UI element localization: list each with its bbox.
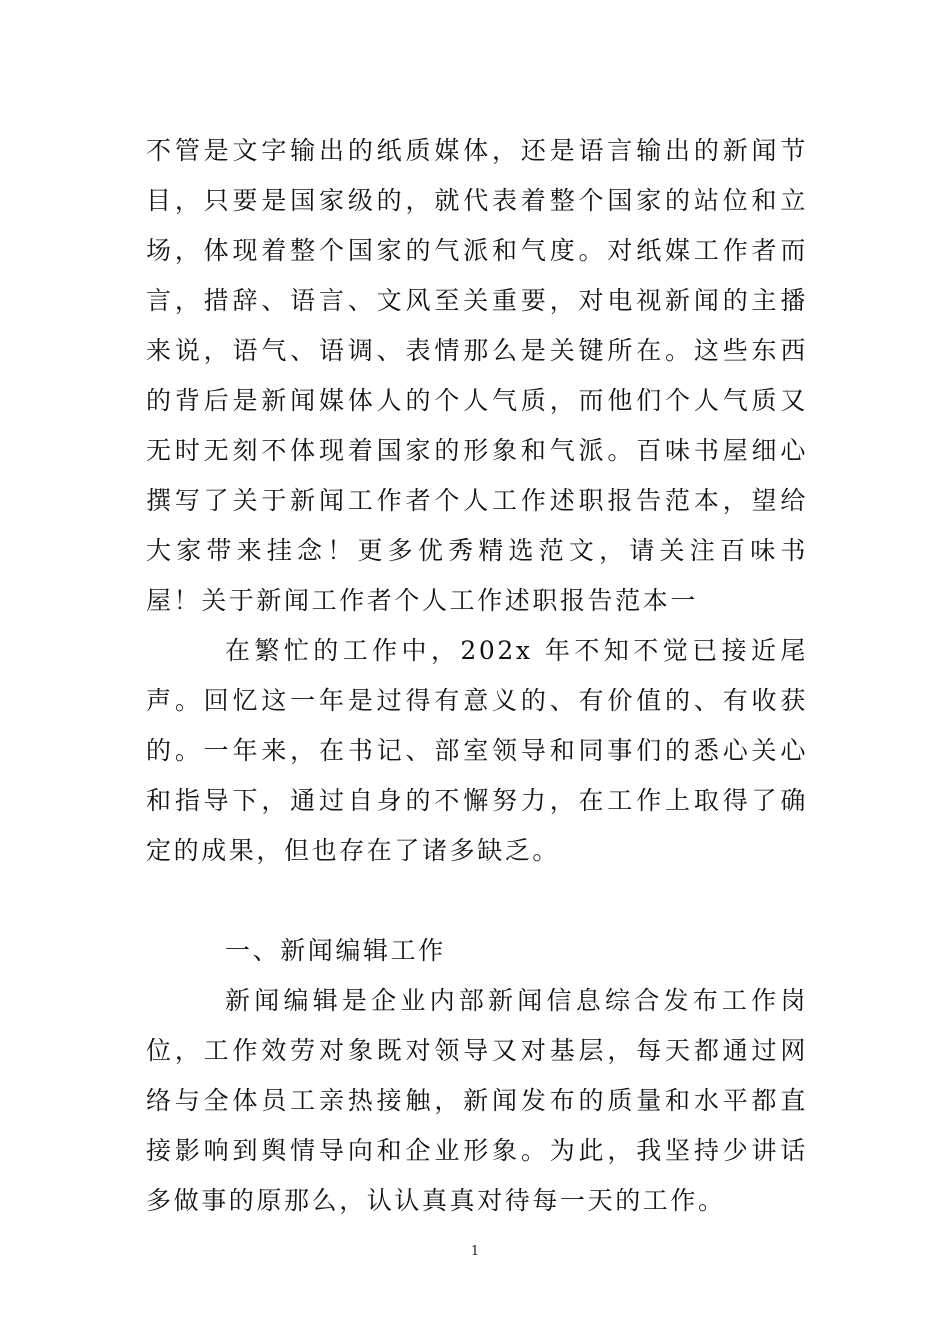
page-number: 1: [470, 1244, 480, 1259]
document-body: [146, 126, 808, 1226]
intro-paragraph: 不管是文字输出的纸质媒体，还是语言输出的新闻节目，只要是国家级的，就代表着整个国家的站位和立场，体现着整个国家的气派和气度。对纸媒工作者而言，措辞、语言、文风至关重要，对电视新闻的主播来说，语气、语调、表情那么是关键所在。这些东西的背后是新闻媒体人的个人气质，而他们个人气质又无时无刻不体现着国家的形象和气派。百味书屋细心撰写了关于新闻工作者个人工作述职报告范本，望给大家带来挂念！更多优秀精选范文，请关注百味书屋！关于新闻工作者个人工作述职报告范本一: [146, 136, 808, 615]
section-heading: 一、新闻编辑工作: [225, 936, 446, 965]
paragraph-spacer: [146, 876, 808, 926]
opening-paragraph: 在繁忙的工作中，202x 年不知不觉已接近尾声。回忆这一年是过得有意义的、有价值的、有收获的。一年来，在书记、部室领导和同事们的悉心关心和指导下，通过自身的不懈努力，在工作上取得了确定的成果，但也存在了诸多缺乏。: [146, 636, 808, 865]
section-body-paragraph: 新闻编辑是企业内部新闻信息综合发布工作岗位，工作效劳对象既对领导又对基层，每天都通过网络与全体员工亲热接触，新闻发布的质量和水平都直接影响到舆情导向和企业形象。为此，我坚持少讲话多做事的原那么，认认真真对待每一天的工作。: [146, 986, 808, 1215]
